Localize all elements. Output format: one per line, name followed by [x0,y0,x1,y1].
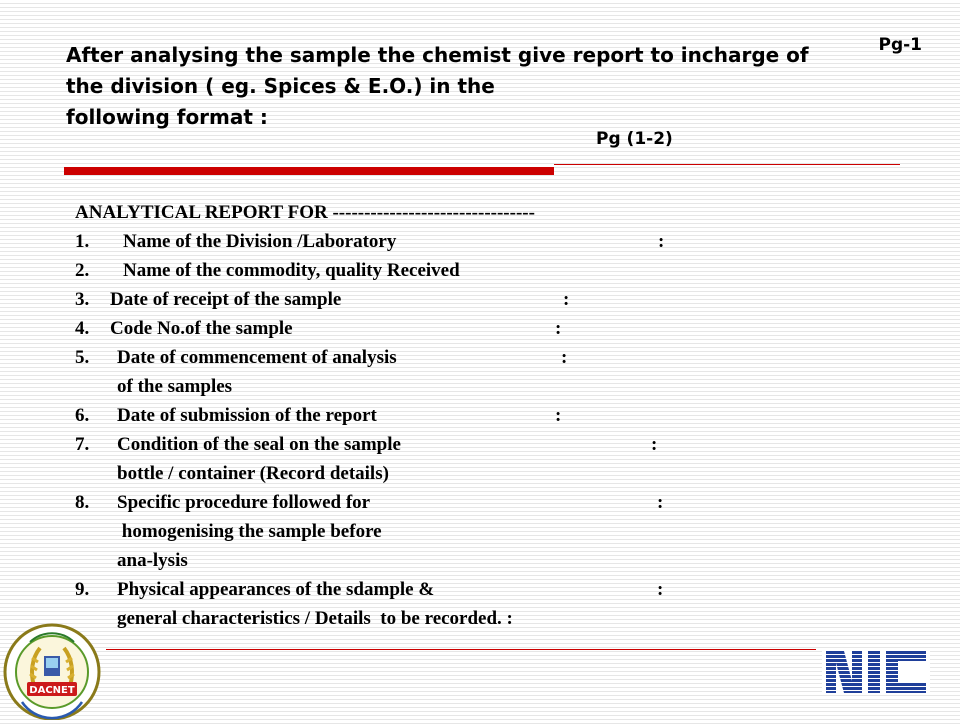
footer-line [106,649,816,650]
report-item-8-continued-2 [75,546,835,575]
report-item-5 [75,343,835,372]
report-item-4 [75,314,835,343]
item-number: 6. [75,405,90,426]
item-label: Date of submission of the report [117,405,377,426]
report-item-8 [75,488,835,517]
item-label: Specific procedure followed for [117,492,371,513]
heading-line-2: the division ( eg. Spices & E.O.) in the [66,74,495,98]
page-sub-number: Pg (1-2) [596,129,673,149]
item-number: 7. [75,434,90,455]
item-colon: : [658,231,665,252]
item-label: Date of receipt of the sample [110,289,342,310]
page-number: Pg-1 [878,35,922,55]
dacnet-logo-text: DACNET [29,685,75,696]
item-label-continued: bottle / container (Record details) [117,463,389,484]
item-number: 9. [75,579,90,600]
accent-line [554,164,900,165]
item-label: Date of commencement of analysis [117,347,397,368]
item-number: 5. [75,347,90,368]
item-number: 3. [75,289,90,310]
item-number: 8. [75,492,90,513]
item-label-continued: of the samples [117,376,233,397]
item-label: Name of the commodity, quality Received [123,260,460,281]
nic-logo [822,647,930,697]
item-label-continued: homogenising the sample before [117,521,382,542]
item-label: Code No.of the sample [110,318,293,339]
heading-line-1: After analysing the sample the chemist give report to incharge of [66,43,809,67]
report-item-1 [75,227,835,256]
item-label: Physical appearances of the sdample & [117,579,435,600]
report-item-3 [75,285,835,314]
report-item-7 [75,430,835,459]
item-colon: : [651,434,658,455]
item-label-continued: ana-lysis [117,550,188,571]
item-label-continued: general characteristics / Details to be recorded. : [117,608,513,629]
report-title-row [75,198,835,227]
item-colon: : [561,347,568,368]
item-label: Condition of the seal on the sample [117,434,401,455]
item-colon: : [563,289,570,310]
item-label: Name of the Division /Laboratory [123,231,397,252]
accent-bar [64,167,554,175]
dacnet-seal-icon [0,620,104,720]
dacnet-logo [0,620,104,720]
item-number: 4. [75,318,90,339]
item-colon: : [555,405,562,426]
report-item-7-continued [75,459,835,488]
report-item-9-continued [75,604,835,633]
item-colon: : [657,492,664,513]
slide-heading [66,40,826,133]
nic-logo-text: NIC [874,676,878,678]
report-item-8-continued [75,517,835,546]
heading-line-3: following format : [66,105,268,129]
item-colon: : [555,318,562,339]
report-item-9 [75,575,835,604]
report-item-6 [75,401,835,430]
item-number: 2. [75,260,90,281]
report-title: ANALYTICAL REPORT FOR -------------------------------- [75,202,535,223]
item-number: 1. [75,231,90,252]
nic-logo-icon [822,647,930,697]
report-item-5-continued [75,372,835,401]
item-colon: : [657,579,664,600]
report-body [75,198,835,633]
report-item-2 [75,256,835,285]
